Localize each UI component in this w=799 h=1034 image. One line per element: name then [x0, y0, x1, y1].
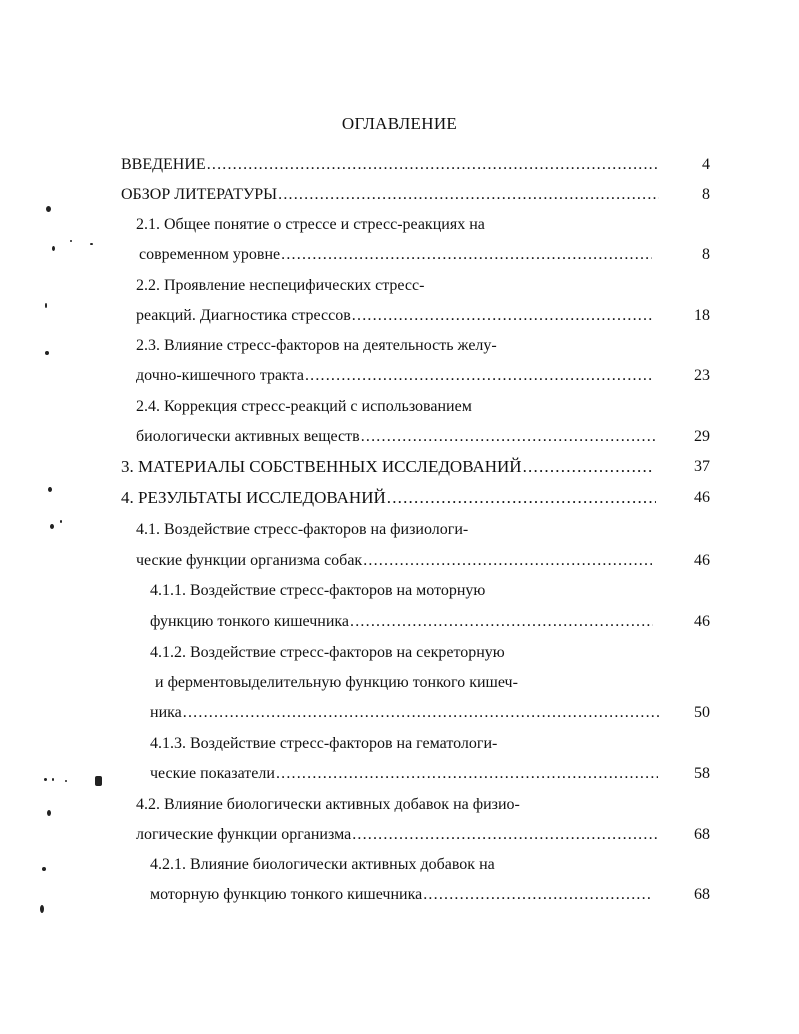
leader-dots	[183, 702, 660, 724]
toc-entry-first-line: 2.4. Коррекция стресс-реакций с использованием	[136, 398, 472, 415]
leader-dots	[363, 550, 652, 572]
toc-entry-2-1	[139, 244, 652, 266]
leader-dots	[361, 426, 657, 448]
leader-dots	[350, 611, 653, 633]
toc-page-number: 50	[694, 704, 710, 721]
toc-entry-text: моторную функцию тонкого кишечника	[150, 886, 423, 903]
toc-entry-text: реакций. Диагностика стрессов	[136, 307, 351, 324]
toc-entry-introduction	[121, 154, 659, 176]
leader-dots	[276, 763, 658, 785]
toc-page-number: 18	[694, 307, 710, 324]
toc-entry-text: дочно-кишечного тракта	[136, 367, 304, 384]
toc-entry-text: ника	[150, 704, 182, 721]
leader-dots	[281, 244, 652, 266]
toc-page-number: 4	[702, 156, 710, 173]
toc-entry-text: современном уровне	[139, 246, 281, 263]
toc-entry-text: ВВЕДЕНИЕ	[121, 156, 206, 173]
toc-entry-4-1-2	[150, 702, 660, 724]
toc-entry-text: 4. РЕЗУЛЬТАТЫ ИССЛЕДОВАНИЙ	[121, 488, 386, 507]
toc-entry-first-line: 4.1.1. Воздействие стресс-факторов на моторную	[150, 582, 486, 599]
toc-entry-first-line: 2.3. Влияние стресс-факторов на деятельность желу-	[136, 337, 497, 354]
toc-entry-first-line: 2.2. Проявление неспецифических стресс-	[136, 277, 425, 294]
leader-dots	[387, 487, 656, 509]
toc-page-number: 8	[702, 246, 710, 263]
toc-entry-2-3	[136, 365, 652, 387]
toc-page-number: 29	[694, 428, 710, 445]
toc-entry-first-line: 4.1.2. Воздействие стресс-факторов на секреторную	[150, 644, 505, 661]
toc-page-number: 46	[694, 552, 710, 569]
leader-dots	[352, 305, 652, 327]
toc-entry-text: ОБЗОР ЛИТЕРАТУРЫ	[121, 186, 278, 203]
toc-entry-second-line: и ферментовыделительную функцию тонкого кишеч-	[155, 674, 518, 691]
toc-entry-text: 3. МАТЕРИАЛЫ СОБСТВЕННЫХ ИССЛЕДОВАНИЙ	[121, 457, 522, 476]
toc-entry-literature-review	[121, 184, 659, 206]
toc-entry-results	[121, 487, 656, 509]
toc-page-number: 23	[694, 367, 710, 384]
toc-entry-first-line: 4.1. Воздействие стресс-факторов на физиологи-	[136, 521, 469, 538]
toc-entry-2-2	[136, 305, 652, 327]
toc-entry-text: биологически активных веществ	[136, 428, 360, 445]
toc-page-number: 46	[694, 613, 710, 630]
toc-page-number: 68	[694, 886, 710, 903]
toc-entry-materials	[121, 456, 654, 478]
toc-entry-first-line: 4.2.1. Влияние биологически активных добавок на	[150, 856, 495, 873]
toc-page-number: 8	[702, 186, 710, 203]
toc-entry-4-1	[136, 550, 652, 572]
leader-dots	[523, 456, 654, 478]
toc-entry-text: функцию тонкого кишечника	[150, 613, 350, 630]
toc-page-number: 46	[694, 489, 710, 506]
leader-dots	[305, 365, 652, 387]
toc-entry-4-1-1	[150, 611, 653, 633]
toc-page-number: 68	[694, 826, 710, 843]
toc-entry-text: ческие показатели	[150, 765, 275, 782]
toc-entry-first-line: 4.2. Влияние биологически активных добавок на физио-	[136, 796, 520, 813]
toc-entry-4-1-3	[150, 763, 658, 785]
leader-dots	[207, 154, 659, 176]
toc-entry-text: ческие функции организма собак	[136, 552, 363, 569]
toc-entry-4-2	[136, 824, 658, 846]
toc-entry-first-line: 4.1.3. Воздействие стресс-факторов на гематологи-	[150, 735, 498, 752]
toc-entry-first-line: 2.1. Общее понятие о стрессе и стресс-реакциях на	[136, 216, 485, 233]
toc-page-number: 58	[694, 765, 710, 782]
toc-page-number: 37	[694, 458, 710, 475]
leader-dots	[278, 184, 659, 206]
toc-entry-4-2-1	[150, 884, 650, 906]
leader-dots	[423, 884, 650, 906]
leader-dots	[352, 824, 658, 846]
page-title: ОГЛАВЛЕНИЕ	[341, 114, 458, 133]
toc-entry-text: логические функции организма	[136, 826, 352, 843]
toc-entry-2-4	[136, 426, 657, 448]
